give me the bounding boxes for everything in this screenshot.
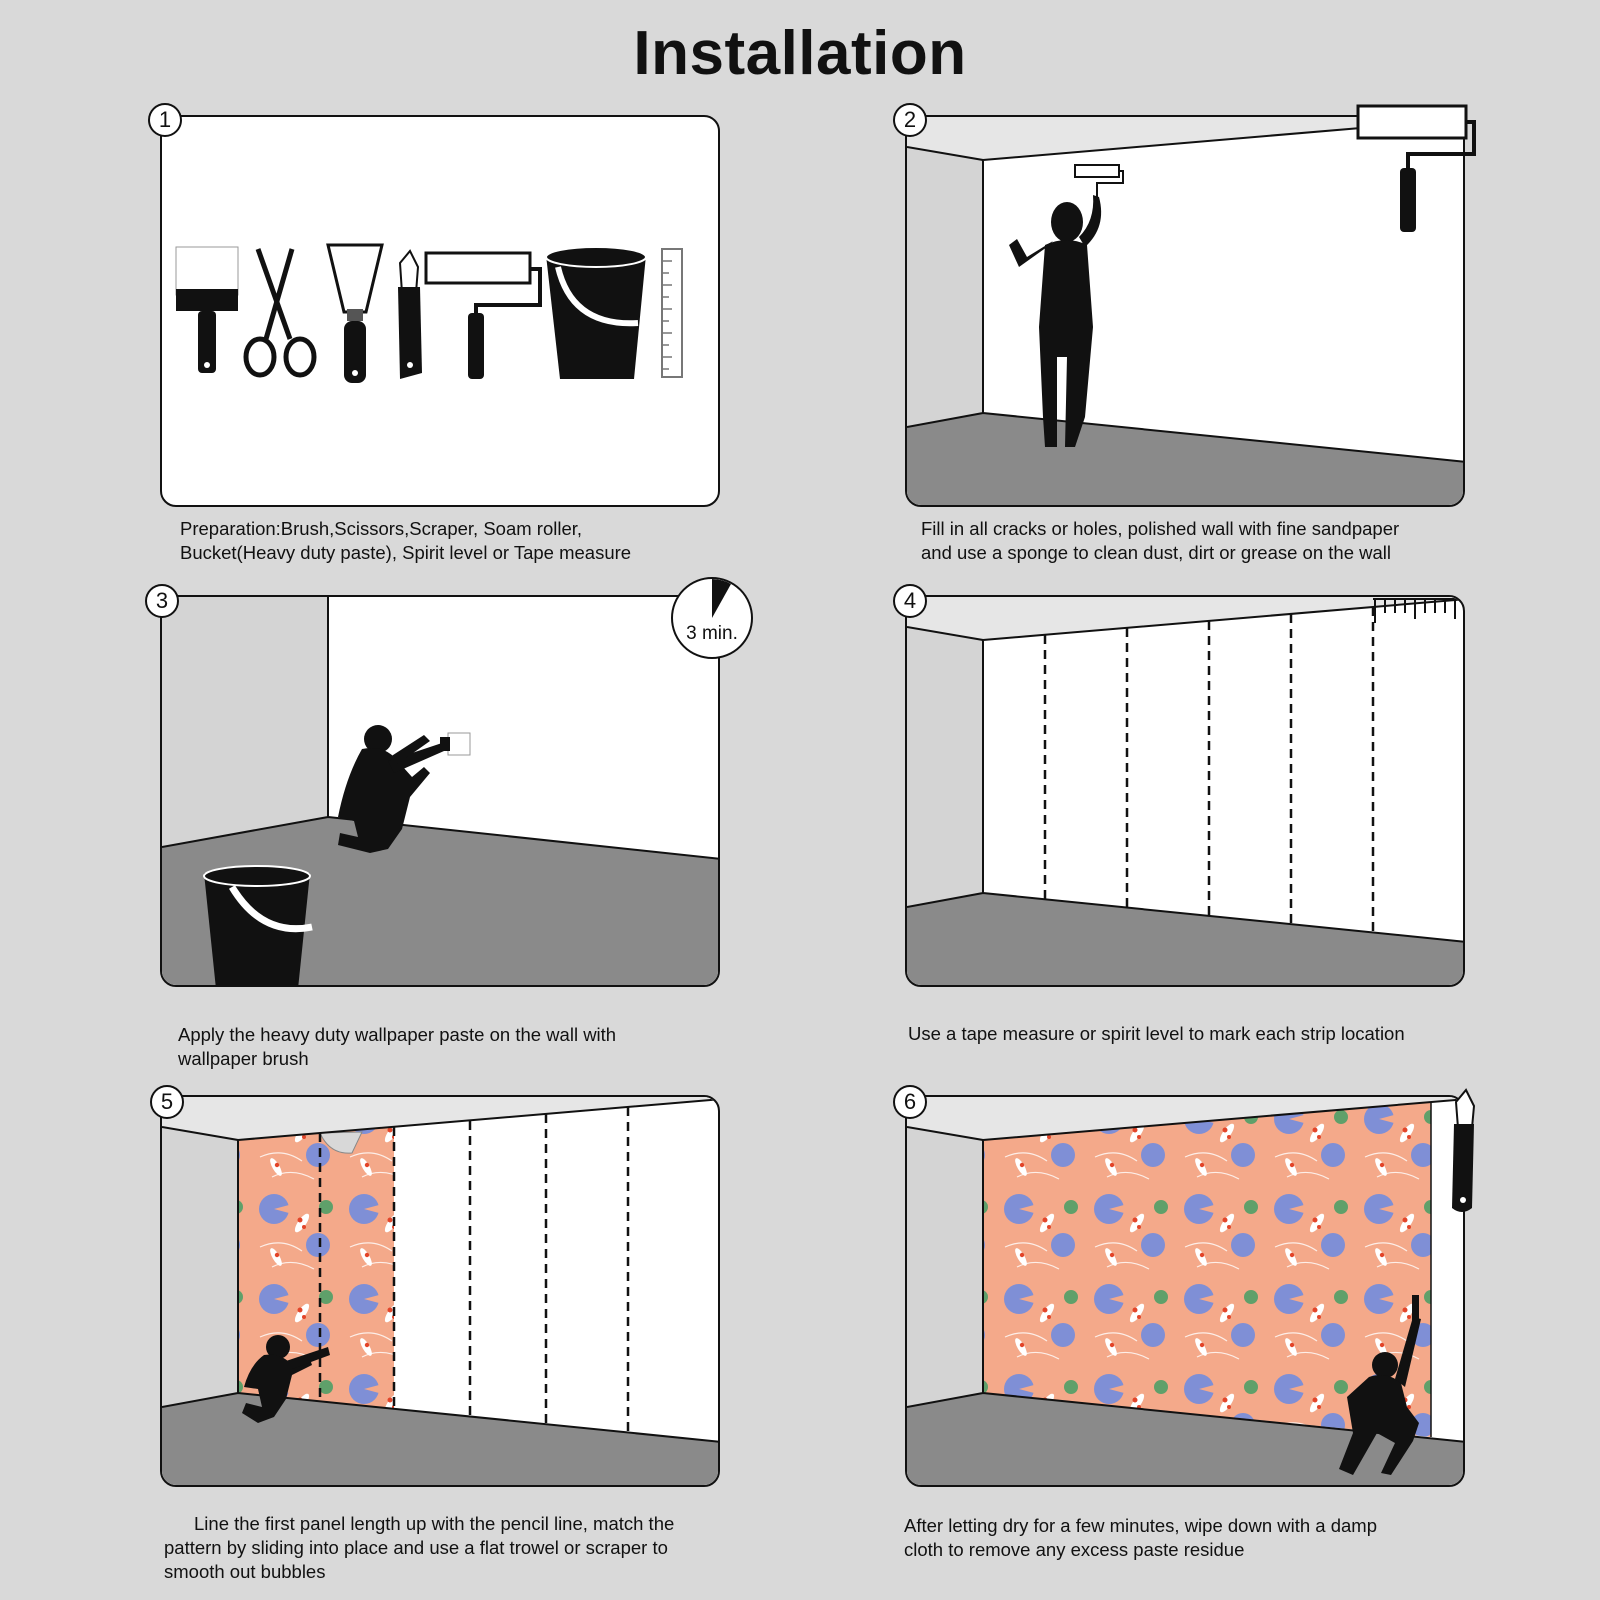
step-5-caption-line: smooth out bubbles bbox=[164, 1561, 326, 1582]
step-4-caption-line: Use a tape measure or spirit level to mark each strip location bbox=[908, 1023, 1405, 1044]
scissors-icon bbox=[246, 249, 314, 375]
timer-icon bbox=[671, 577, 753, 659]
step-3-number: 3 bbox=[145, 584, 179, 618]
side-wall bbox=[162, 1127, 238, 1407]
bucket-icon bbox=[546, 247, 646, 379]
strip-guide-lines bbox=[1045, 607, 1373, 933]
ceiling bbox=[907, 597, 1465, 640]
roller-icon bbox=[426, 253, 540, 379]
step-1-caption bbox=[180, 517, 631, 565]
room-scene-6 bbox=[907, 1097, 1465, 1487]
ruler-icon bbox=[662, 249, 682, 377]
scraper-icon bbox=[328, 245, 382, 383]
bucket-icon bbox=[204, 866, 312, 987]
step-5-caption bbox=[164, 1512, 674, 1584]
roller-icon bbox=[1075, 165, 1123, 197]
step-2-number: 2 bbox=[893, 103, 927, 137]
step-3-caption-line: Apply the heavy duty wallpaper paste on the wall with bbox=[178, 1024, 617, 1045]
side-wall bbox=[907, 627, 983, 907]
step-6-caption-line: After letting dry for a few minutes, wipe down with a damp bbox=[904, 1515, 1377, 1536]
step-4-number: 4 bbox=[893, 584, 927, 618]
step-2-caption-line: Fill in all cracks or holes, polished wall with fine sandpaper bbox=[921, 518, 1400, 539]
room-scene-3 bbox=[162, 597, 720, 987]
ceiling bbox=[162, 1097, 720, 1140]
person-silhouette-icon bbox=[1009, 195, 1101, 447]
tools-illustration bbox=[162, 117, 720, 507]
side-wall bbox=[162, 597, 328, 847]
timer-label: 3 min. bbox=[686, 623, 738, 644]
knife-icon bbox=[398, 251, 422, 379]
step-2-caption bbox=[921, 517, 1399, 565]
floor bbox=[907, 893, 1465, 987]
step-6-caption-line: cloth to remove any excess paste residue bbox=[904, 1539, 1245, 1560]
brush-icon bbox=[176, 247, 238, 373]
step-1-number: 1 bbox=[148, 103, 182, 137]
side-wall bbox=[907, 147, 983, 427]
step-6-caption bbox=[904, 1514, 1377, 1562]
step-6-number: 6 bbox=[893, 1085, 927, 1119]
step-1-caption-line: Preparation:Brush,Scissors,Scraper, Soam roller, bbox=[180, 518, 583, 539]
step-5-caption-line: pattern by sliding into place and use a flat trowel or scraper to bbox=[164, 1537, 668, 1558]
step-5-number: 5 bbox=[150, 1085, 184, 1119]
room-scene-4 bbox=[907, 597, 1465, 987]
floor bbox=[907, 413, 1465, 507]
step-5-caption-line: Line the first panel length up with the pencil line, match the bbox=[194, 1513, 675, 1534]
roller-icon bbox=[1356, 104, 1476, 234]
timer-wedge bbox=[673, 579, 751, 657]
step-1-panel bbox=[160, 115, 720, 507]
step-3-caption bbox=[178, 1023, 616, 1071]
side-wall bbox=[907, 1127, 983, 1407]
step-6-panel bbox=[905, 1095, 1465, 1487]
step-3-panel bbox=[160, 595, 720, 987]
step-5-panel bbox=[160, 1095, 720, 1487]
step-3-caption-line: wallpaper brush bbox=[178, 1048, 309, 1069]
brush-icon bbox=[440, 733, 470, 755]
knife-icon bbox=[1448, 1088, 1476, 1218]
step-4-caption bbox=[908, 1022, 1405, 1046]
page-title: Installation bbox=[633, 19, 967, 88]
room-scene-5 bbox=[162, 1097, 720, 1487]
step-4-panel bbox=[905, 595, 1465, 987]
step-2-caption-line: and use a sponge to clean dust, dirt or grease on the wall bbox=[921, 542, 1391, 563]
step-1-caption-line: Bucket(Heavy duty paste), Spirit level or Tape measure bbox=[180, 542, 632, 563]
